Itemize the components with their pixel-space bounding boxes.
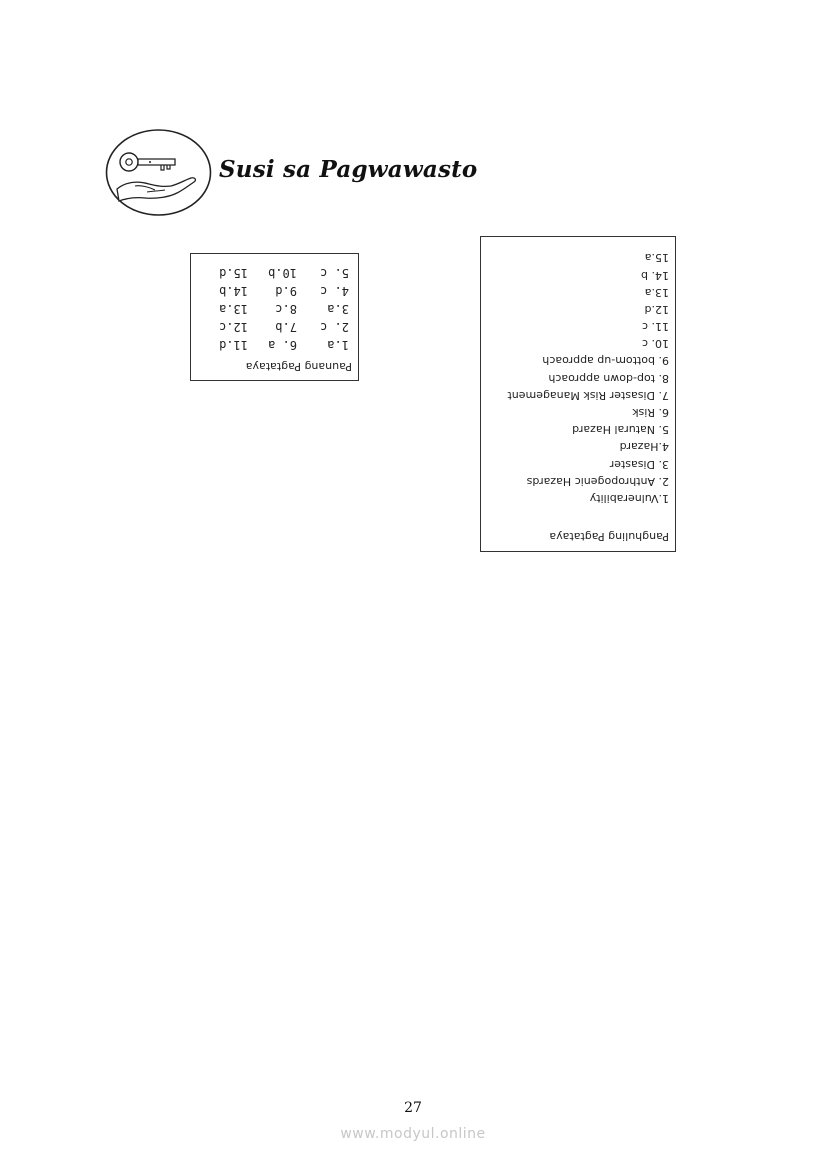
panghuling-title: Panghuling Pagtataya [549,530,669,543]
answer-item: 3.a [327,302,349,316]
paunang-pagtataya-box [190,253,359,381]
list-item: 8. top-down approach [548,371,669,385]
answer-item: 14.b [219,284,248,298]
answer-item: 15.d [219,266,248,280]
list-item: 15.a [644,251,669,265]
list-item: 6. Risk [632,406,669,420]
answer-item: 7.b [275,320,297,334]
list-item: 2. Anthropogenic Hazards [526,474,669,488]
key-in-hand-icon [105,129,212,216]
list-item: 7. Disaster Risk Management [507,388,669,402]
answer-item: 11.d [219,338,248,352]
answer-item: 9.d [275,284,297,298]
list-item: 10. c [641,337,669,351]
answer-item: 8.c [275,302,297,316]
list-item: 9. bottom-up approach [542,354,669,368]
answer-item: 2. c [320,320,349,334]
answer-item: 12.c [219,320,248,334]
list-item: 11. c [641,320,669,334]
paunang-answers [208,266,349,352]
list-item: 4.Hazard [619,440,669,454]
page-title: Susi sa Pagwawasto [219,156,478,183]
answer-item: 13.a [219,302,248,316]
list-item: 14. b [641,268,669,282]
list-item: 12.d [644,302,669,316]
list-item: 1.Vulnerability [589,492,669,505]
list-item: 13.a [644,285,669,299]
panghuling-pagtataya-box [480,236,676,552]
paunang-title: Paunang Pagtataya [245,360,352,373]
answer-item: 10.b [268,266,297,280]
answer-item: 6. a [268,338,297,352]
list-item: 3. Disaster [609,457,669,471]
answer-item: 5. c [320,266,349,280]
answer-item: 4. c [320,284,349,298]
answer-item: 1.a [327,338,349,352]
list-item: 5. Natural Hazard [572,423,669,437]
panghuling-answers [507,249,669,507]
page-number: 27 [404,1100,422,1116]
watermark: www.modyul.online [340,1126,486,1142]
